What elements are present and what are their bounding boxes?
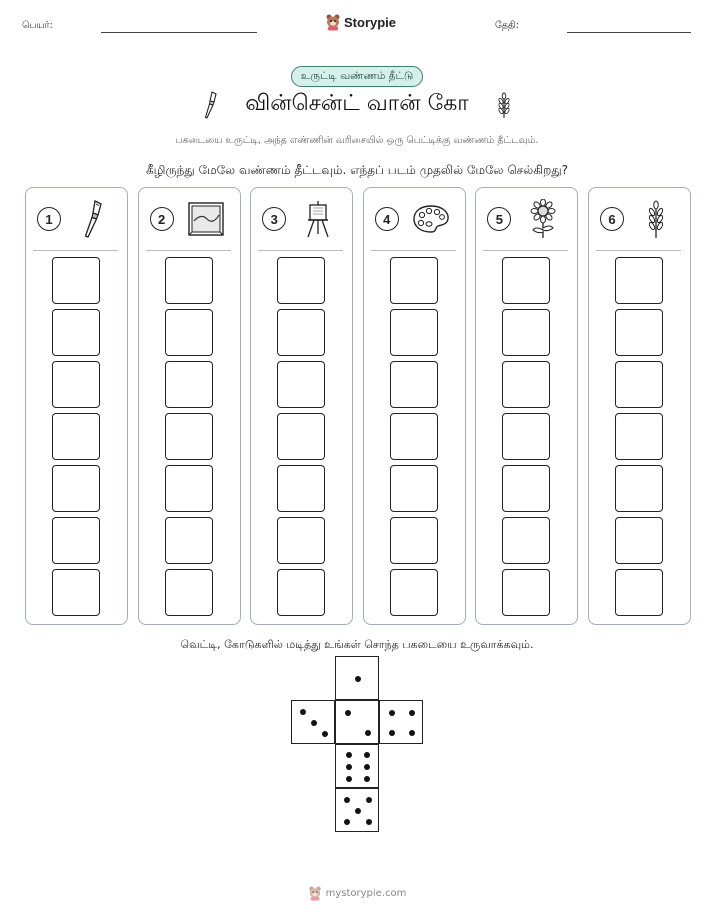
- column-divider: [33, 250, 118, 251]
- color-box[interactable]: [502, 413, 550, 460]
- column-divider: [596, 250, 681, 251]
- color-box[interactable]: [615, 517, 663, 564]
- color-box[interactable]: [52, 413, 100, 460]
- color-box[interactable]: [390, 361, 438, 408]
- color-box[interactable]: [390, 413, 438, 460]
- canvas-icon: [185, 198, 227, 240]
- column-2: [138, 187, 241, 625]
- dice-pip: [364, 764, 370, 770]
- color-box[interactable]: [52, 361, 100, 408]
- color-box[interactable]: [502, 361, 550, 408]
- color-box[interactable]: [390, 309, 438, 356]
- color-box[interactable]: [502, 309, 550, 356]
- color-box[interactable]: [502, 517, 550, 564]
- dice-face-3: [291, 700, 335, 744]
- dice-pip: [389, 730, 395, 736]
- dice-pip: [344, 797, 350, 803]
- dice-pip: [346, 776, 352, 782]
- color-box[interactable]: [502, 569, 550, 616]
- color-box[interactable]: [502, 257, 550, 304]
- color-box[interactable]: [615, 569, 663, 616]
- column-number: 1: [37, 207, 61, 231]
- date-label: தேதி:: [495, 20, 519, 31]
- page-title: வின்சென்ட் வான் கோ: [245, 91, 469, 116]
- sunflower-icon: [522, 198, 564, 240]
- dice-pip: [355, 676, 361, 682]
- column-divider: [483, 250, 568, 251]
- column-6: [588, 187, 691, 625]
- name-line[interactable]: [101, 32, 257, 33]
- column-divider: [146, 250, 231, 251]
- paintbrush-icon: [201, 90, 219, 120]
- dice-pip: [389, 710, 395, 716]
- dice-pip: [300, 709, 306, 715]
- palette-icon: [410, 198, 452, 240]
- color-box[interactable]: [277, 413, 325, 460]
- column-4: [363, 187, 466, 625]
- dice-pip: [366, 797, 372, 803]
- name-label: பெயர்:: [22, 20, 53, 31]
- column-3: [250, 187, 353, 625]
- color-box[interactable]: [165, 517, 213, 564]
- color-box[interactable]: [52, 569, 100, 616]
- question-text: கீழிருந்து மேலே வண்ணம் தீட்டவும். எந்தப் படம் முதலில் மேலே செல்கிறது?: [145, 163, 569, 177]
- wheat-icon: [495, 91, 513, 119]
- color-box[interactable]: [502, 465, 550, 512]
- dice-pip: [364, 752, 370, 758]
- color-box[interactable]: [390, 517, 438, 564]
- color-box[interactable]: [277, 517, 325, 564]
- dice-pip: [345, 710, 351, 716]
- date-line[interactable]: [567, 32, 691, 33]
- color-box[interactable]: [52, 517, 100, 564]
- column-number: 4: [375, 207, 399, 231]
- brand-name: Storypie: [344, 14, 397, 30]
- color-box[interactable]: [277, 257, 325, 304]
- dice-pip: [365, 730, 371, 736]
- color-box[interactable]: [615, 413, 663, 460]
- dice-pip: [346, 752, 352, 758]
- easel-icon: [297, 198, 339, 240]
- color-box[interactable]: [615, 309, 663, 356]
- storypie-mascot-icon: [325, 13, 341, 31]
- color-box[interactable]: [277, 309, 325, 356]
- color-box[interactable]: [165, 413, 213, 460]
- color-box[interactable]: [165, 569, 213, 616]
- color-box[interactable]: [52, 465, 100, 512]
- paintbrush-icon: [72, 198, 114, 240]
- dice-pip: [355, 808, 361, 814]
- color-box[interactable]: [390, 257, 438, 304]
- storypie-mascot-icon: [308, 885, 322, 901]
- color-box[interactable]: [277, 361, 325, 408]
- dice-pip: [344, 819, 350, 825]
- dice-face-5: [335, 788, 379, 832]
- column-number: 5: [487, 207, 511, 231]
- color-box[interactable]: [165, 465, 213, 512]
- column-1: [25, 187, 128, 625]
- footer-url: mystorypie.com: [325, 887, 407, 899]
- dice-face-6: [335, 744, 379, 788]
- color-box[interactable]: [390, 465, 438, 512]
- color-box[interactable]: [277, 569, 325, 616]
- color-box[interactable]: [615, 257, 663, 304]
- column-number: 6: [600, 207, 624, 231]
- dice-face-1: [335, 656, 379, 700]
- column-number: 2: [150, 207, 174, 231]
- color-box[interactable]: [165, 257, 213, 304]
- color-box[interactable]: [165, 309, 213, 356]
- color-box[interactable]: [52, 309, 100, 356]
- column-5: [475, 187, 578, 625]
- footer: [0, 885, 714, 901]
- color-box[interactable]: [615, 465, 663, 512]
- column-number: 3: [262, 207, 286, 231]
- dice-face-4: [379, 700, 423, 744]
- color-box[interactable]: [165, 361, 213, 408]
- dice-pip: [366, 819, 372, 825]
- dice-pip: [311, 720, 317, 726]
- activity-badge: உருட்டி வண்ணம் தீட்டு: [291, 66, 423, 87]
- instruction-subtitle: பகடையை உருட்டி, அந்த எண்ணின் வரிசையில் ஒரு பெட்டிக்கு வண்ணம் தீட்டவும்.: [175, 135, 539, 146]
- column-divider: [371, 250, 456, 251]
- color-box[interactable]: [52, 257, 100, 304]
- wheat-icon: [635, 198, 677, 240]
- dice-face-2: [335, 700, 379, 744]
- dice-pip: [364, 776, 370, 782]
- cut-instruction: வெட்டி, கோடுகளில் மடித்து உங்கள் சொந்த பகடையை உருவாக்கவும்.: [180, 638, 534, 651]
- color-box[interactable]: [277, 465, 325, 512]
- dice-pip: [409, 710, 415, 716]
- column-divider: [258, 250, 343, 251]
- color-box[interactable]: [615, 361, 663, 408]
- color-box[interactable]: [390, 569, 438, 616]
- dice-pip: [409, 730, 415, 736]
- dice-pip: [322, 731, 328, 737]
- dice-pip: [346, 764, 352, 770]
- brand-logo: [325, 13, 396, 31]
